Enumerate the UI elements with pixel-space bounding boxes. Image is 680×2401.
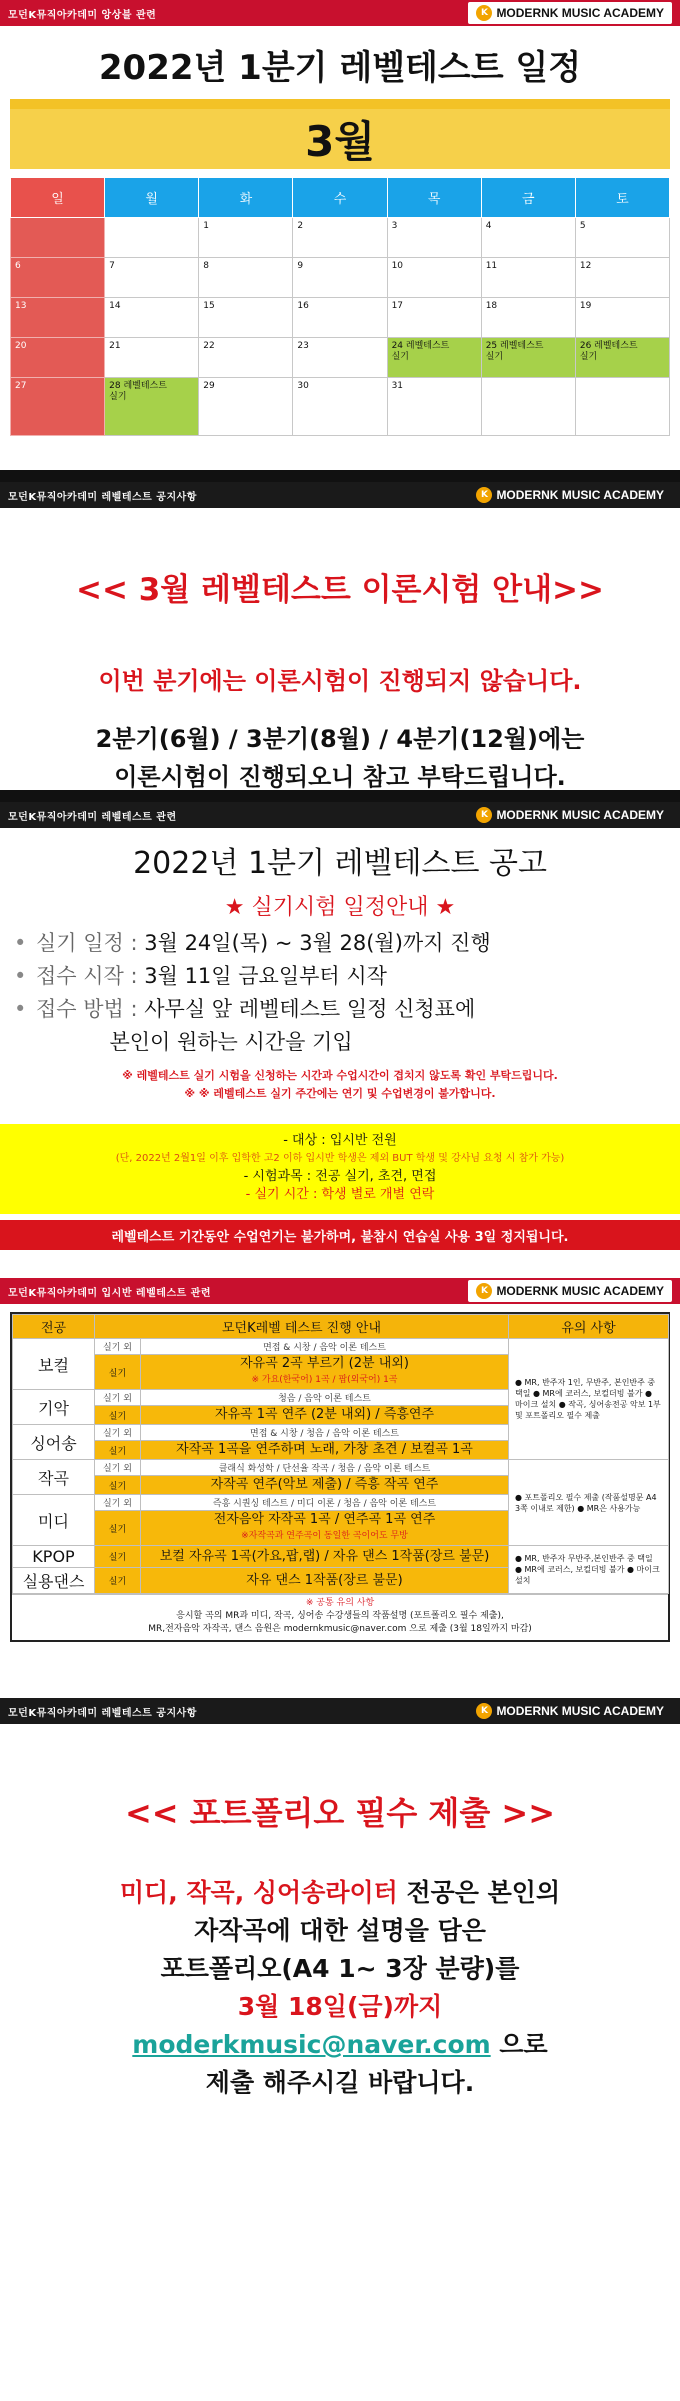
day-number: 21 [109,341,121,351]
major-cell: 싱어송 [13,1425,95,1460]
penalty-banner: 레벨테스트 기간동안 수업연기는 불가하며, 불참시 연습실 사용 3일 정지됩니다. [0,1220,680,1250]
brand-mark-icon: K [476,1283,492,1299]
calendar-day [199,338,293,378]
common-note-line: 응시할 곡의 MR과 미디, 작곡, 싱어송 수강생들의 작품설명 (포트폴리오 필수 제출), [176,1611,504,1621]
theory-notice-section [0,482,680,790]
major-cell: 기악 [13,1390,95,1425]
header-title: 모던K뮤직아카데미 앙상블 관련 [8,9,157,21]
level-test-day [575,338,669,378]
day-number: 30 [297,381,309,391]
practical-subnote: ※자작곡과 연주곡이 동일한 곡이어도 무방 [241,1531,408,1541]
calendar-day [387,378,481,436]
day-number: 23 [297,341,309,351]
calendar-day [575,258,669,298]
day-number: 18 [485,301,498,311]
day-number: 17 [391,301,404,311]
row-content: 클래식 화성학 / 단선율 작곡 / 청음 / 음악 이론 테스트 [141,1460,509,1476]
calendar-day [575,378,669,436]
portfolio-section [0,1698,680,2198]
calendar-day [105,338,199,378]
row-kind: 실기 외 [95,1495,141,1511]
practical-content: 자유곡 2곡 부르기 (2분 내외) ※ 가요(한국어) 1곡 / 팝(외국어) 1곡 [141,1355,509,1390]
month-label: 3월 [10,99,670,169]
brand-logo [468,804,672,826]
level-test-day [105,378,199,436]
common-notes-title: ※ 공통 유의 사항 [305,1598,375,1608]
calendar-day [293,378,387,436]
day-number: 4 [485,221,492,231]
day-number: 3 [391,221,398,231]
notice-highlight: 이번 분기에는 이론시험이 진행되지 않습니다. [98,667,582,695]
day-number: 28 레벨테스트 [109,381,167,391]
brand-mark-icon: K [476,807,492,823]
warning-note: ※ 레벨테스트 실기 시험을 신청하는 시간과 수업시간이 겹치지 않도록 확인 부탁드립니다. [122,1069,558,1082]
brand-text: MODERNK MUSIC ACADEMY [496,488,664,502]
practical-content: 자유곡 1곡 연주 (2분 내외) / 즉흥연주 [141,1406,509,1425]
day-number: 10 [391,261,404,271]
calendar-day [293,298,387,338]
calendar-day [11,378,105,436]
row-content: 면접 & 시창 / 음악 이론 테스트 [141,1339,509,1355]
notice-line: 이론시험이 진행되오니 참고 부탁드립니다. [114,763,566,790]
section-divider [0,790,680,802]
brand-mark-icon: K [476,1703,492,1719]
brand-text: MODERNK MUSIC ACADEMY [496,6,664,20]
list-item: 본인이 원하는 시간을 기입 [109,1030,353,1054]
brand-text: MODERNK MUSIC ACADEMY [496,1704,664,1718]
row-kind: 실기 외 [95,1390,141,1406]
day-number: 14 [109,301,121,311]
major-cell: KPOP [13,1546,95,1568]
calendar-day [481,298,575,338]
calendar-day [199,258,293,298]
email-link[interactable]: moderkmusic@naver.com [132,2030,491,2059]
time-line: - 실기 시간 : 학생 별로 개별 연락 [245,1187,435,1202]
day-number: 1 [203,221,210,231]
calendar-day [293,218,387,258]
row-kind: 실기 외 [95,1339,141,1355]
day-number: 29 [203,381,215,391]
brand-logo [468,1280,672,1302]
practical-subnote: ※ 가요(한국어) 1곡 / 팝(외국어) 1곡 [251,1375,398,1385]
portfolio-body: 미디, 작곡, 싱어송라이터 전공은 본인의 자작곡에 대한 설명을 담은 포트폴리오(A4 1~ 3장 분량)를 3월 18일(금)까지 moderkmusic@naver.com 으로 제출 해주시길 바랍니다. [0,1874,680,2102]
header-title: 모던K뮤직아카데미 레벨테스트 공지사항 [8,1707,197,1719]
section-header [0,1278,680,1304]
brand-logo [468,1700,672,1722]
calendar-day [387,218,481,258]
day-number: 13 [15,301,27,311]
calendar-day [199,378,293,436]
common-note-line: MR,전자음악 자작곡, 댄스 음원은 modernkmusic@naver.com 으로 제출 (3월 18일까지 마감) [148,1624,532,1634]
header-title: 모던K뮤직아카데미 레벨테스트 관련 [8,811,177,823]
announcement-subtitle: ★ 실기시험 일정안내 ★ [224,895,456,920]
calendar-day [481,378,575,436]
row-kind: 실기 [95,1546,141,1568]
weekday-header: 목 [387,178,481,218]
target-exception: (단, 2022년 2월1일 이후 입학한 고2 이하 입시반 학생은 제외 BUT 학생 및 강사님 요청 시 참가 가능) [115,1153,565,1164]
row-content: 면접 & 시창 / 청음 / 음악 이론 테스트 [141,1425,509,1441]
list-item: • 접수 방법 : 사무실 앞 레벨테스트 일정 신청표에 [14,993,680,1026]
major-cell: 실용댄스 [13,1568,95,1594]
brand-logo [468,2,672,24]
majors-highlight: 미디, 작곡, 싱어송라이터 [119,1878,398,1907]
major-cell: 미디 [13,1495,95,1546]
calendar-day [105,258,199,298]
notice-title: << 3월 레벨테스트 이론시험 안내>> [76,572,604,608]
calendar-day [105,218,199,258]
notes-cell: ● MR, 반주자 무반주,본인반주 중 택일 ● MR에 코러스, 보컬더빙 불가 ● 마이크 설치 [509,1546,669,1594]
weekday-header: 금 [481,178,575,218]
row-kind: 실기 [95,1441,141,1460]
day-number: 6 [15,261,21,271]
section-header [0,1698,680,1724]
weekday-header: 수 [293,178,387,218]
day-number: 8 [203,261,210,271]
brand-text: MODERNK MUSIC ACADEMY [496,1284,664,1298]
level-test-day [481,338,575,378]
calendar-day [199,218,293,258]
portfolio-line: 자작곡에 대한 설명을 담은 [194,1916,486,1945]
calendar-day [293,258,387,298]
calendar-day [387,258,481,298]
calendar-day [105,298,199,338]
brand-mark-icon: K [476,5,492,21]
announcement-section [0,802,680,1278]
guide-table-frame [10,1312,670,1642]
day-number: 24 레벨테스트 [391,341,450,351]
weekday-header: 일 [11,178,105,218]
target-box [0,1124,680,1214]
row-kind: 실기 [95,1355,141,1390]
level-test-day [387,338,481,378]
row-content: 즉흥 시퀀싱 테스트 / 미디 이론 / 청음 / 음악 이론 테스트 [141,1495,509,1511]
weekday-header: 화 [199,178,293,218]
practical-content: 자유 댄스 1작품(장르 불문) [141,1568,509,1594]
day-number: 5 [579,221,586,231]
major-cell: 보컬 [13,1339,95,1390]
row-content: 청음 / 음악 이론 테스트 [141,1390,509,1406]
brand-logo [468,484,672,506]
practical-content: 보컬 자유곡 1곡(가요,팝,랩) / 자유 댄스 1작품(장르 불문) [141,1546,509,1568]
section-header [0,0,680,26]
target-line: - 대상 : 입시반 전원 [283,1133,397,1148]
section-divider [0,470,680,482]
calendar-day [481,218,575,258]
bullet-icon: • [14,964,27,988]
portfolio-line: 제출 해주시길 바랍니다. [205,2068,475,2097]
row-kind: 실기 외 [95,1460,141,1476]
brand-text: MODERNK MUSIC ACADEMY [496,808,664,822]
column-header: 전공 [13,1315,95,1339]
calendar-day [11,218,105,258]
day-number: 31 [391,381,404,391]
deadline: 3월 18일(금)까지 [237,1992,443,2021]
day-number: 2 [297,221,304,231]
day-number: 19 [579,301,592,311]
announcement-title: 2022년 1분기 레벨테스트 공고 [133,846,547,881]
event-label: 실기 [391,352,409,362]
calendar-day [387,298,481,338]
calendar-day [481,258,575,298]
portfolio-title: << 포트폴리오 필수 제출 >> [124,1794,556,1832]
day-number: 7 [109,261,115,271]
day-number: 27 [15,381,27,391]
header-title: 모던K뮤직아카데미 레벨테스트 공지사항 [8,491,197,503]
calendar-section [0,0,680,470]
column-header: 유의 사항 [509,1315,669,1339]
test-guide-section [0,1278,680,1698]
calendar-day [11,258,105,298]
day-number: 25 레벨테스트 [485,341,544,351]
guide-table [12,1314,669,1594]
calendar-day [575,218,669,258]
section-header [0,482,680,508]
weekday-header: 토 [575,178,669,218]
major-cell: 작곡 [13,1460,95,1495]
brand-mark-icon: K [476,487,492,503]
calendar-title: 2022년 1분기 레벨테스트 일정 [98,48,582,88]
weekday-header: 월 [105,178,199,218]
day-number: 26 레벨테스트 [579,341,638,351]
calendar-day [199,298,293,338]
practical-content: 자작곡 연주(악보 제출) / 즉흥 작곡 연주 [141,1476,509,1495]
day-number: 20 [15,341,27,351]
calendar-table [10,177,670,436]
day-number: 9 [297,261,304,271]
bullet-icon: • [14,931,27,955]
calendar-day [293,338,387,378]
day-number: 15 [203,301,215,311]
calendar-day [11,298,105,338]
practical-content: 자작곡 1곡을 연주하며 노래, 가창 초견 / 보컬곡 1곡 [141,1441,509,1460]
list-item: • 실기 일정 : 3월 24일(목) ~ 3월 28(월)까지 진행 [14,927,680,960]
row-kind: 실기 [95,1511,141,1546]
header-title: 모던K뮤직아카데미 입시반 레벨테스트 관련 [8,1287,212,1299]
practical-content: 전자음악 자작곡 1곡 / 연주곡 1곡 연주 ※자작곡과 연주곡이 동일한 곡이어도 무방 [141,1511,509,1546]
event-label: 실기 [579,352,598,362]
list-item: • 접수 시작 : 3월 11일 금요일부터 시작 [14,960,680,993]
common-notes [12,1594,668,1640]
notice-body [0,720,680,790]
day-number: 22 [203,341,215,351]
schedule-list [14,927,680,1059]
calendar-day [11,338,105,378]
row-kind: 실기 [95,1568,141,1594]
row-kind: 실기 외 [95,1425,141,1441]
day-number: 11 [485,261,498,271]
notes-cell: ● MR, 반주자 1인, 무반주, 본인반주 중 택일 ● MR에 코러스, 보컬더빙 불가 ● 마이크 설치 ● 작곡, 싱어송전공 악보 1부 및 포트폴리오 필수 제출 [509,1339,669,1460]
warning-note: ※ ※ 레벨테스트 실기 주간에는 연기 및 수업변경이 불가합니다. [184,1087,496,1100]
row-kind: 실기 [95,1476,141,1495]
day-number: 16 [297,301,309,311]
notice-line: 2분기(6월) / 3분기(8월) / 4분기(12월)에는 [95,725,585,753]
event-label: 실기 [109,392,127,402]
event-label: 실기 [485,352,504,362]
subjects-line: - 시험과목 : 전공 실기, 초견, 면접 [243,1169,437,1184]
section-header [0,802,680,828]
row-kind: 실기 [95,1406,141,1425]
day-number: 12 [579,261,592,271]
portfolio-line: 포트폴리오(A4 1~ 3장 분량)를 [160,1954,520,1983]
calendar-day [575,298,669,338]
bullet-icon: • [14,997,27,1021]
notes-cell: ● 포트폴리오 필수 제출 (작품설명문 A4 3쪽 이내로 제한) ● MR은 사용가능 [509,1460,669,1546]
column-header: 모던K레벨 테스트 진행 안내 [95,1315,509,1339]
